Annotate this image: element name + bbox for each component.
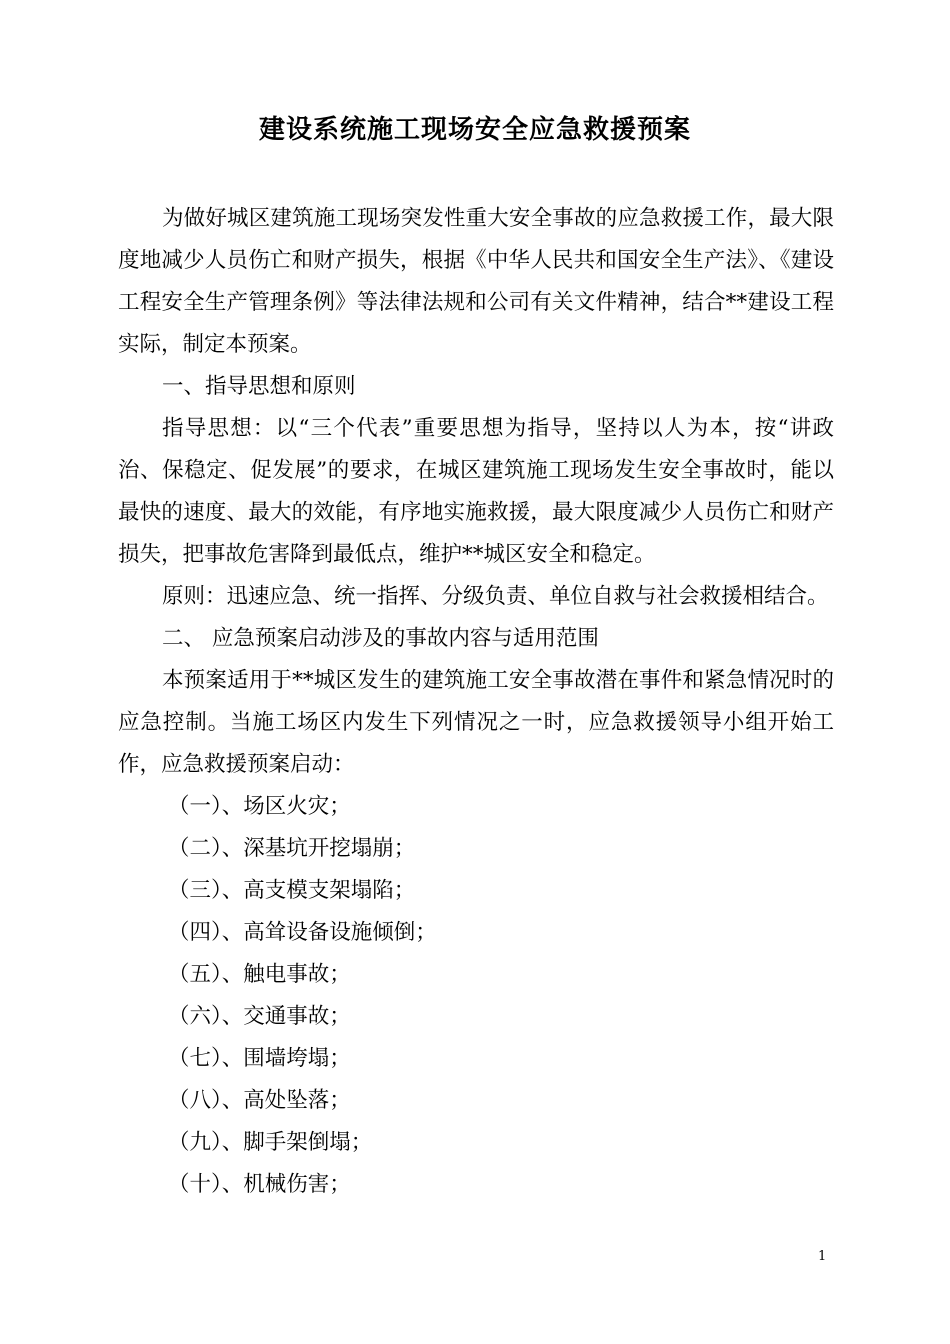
list-item: （一）、场区火灾；	[168, 794, 351, 819]
section-heading-guiding-principles: 一、指导思想和原则	[162, 374, 356, 399]
scope-paragraph: 本预案适用于**城区发生的建筑施工安全事故潜在事件和紧急情况时的应急控制。当施工场区内发生下列情况之一时，应急救援领导小组开始工作，应急救援预案启动：	[118, 668, 834, 777]
list-item: （六）、交通事故；	[168, 1004, 351, 1029]
list-item: （九）、脚手架倒塌；	[168, 1130, 373, 1155]
document-body	[118, 198, 834, 1206]
list-item: （五）、触电事故；	[168, 962, 351, 987]
section-heading-scope: 二、 应急预案启动涉及的事故内容与适用范围	[162, 626, 599, 651]
page-number: 1	[818, 1249, 827, 1264]
list-item: （三）、高支模支架塌陷；	[168, 878, 416, 903]
document-title: 建设系统施工现场安全应急救援预案	[258, 115, 691, 145]
guiding-thought-paragraph: 指导思想：以“三个代表”重要思想为指导，坚持以人为本，按“讲政治、保稳定、促发展”的要求，在城区建筑施工现场发生安全事故时，能以最快的速度、最大的效能，有序地实施救援，最大限度减少人员伤亡和财产损失，把事故危害降到最低点，维护**城区安全和稳定。	[118, 416, 834, 567]
list-item: （二）、深基坑开挖塌崩；	[168, 836, 416, 861]
list-item: （四）、高耸设备设施倾倒；	[168, 920, 437, 945]
intro-paragraph: 为做好城区建筑施工现场突发性重大安全事故的应急救援工作，最大限度地减少人员伤亡和财产损失，根据《中华人民共和国安全生产法》、《建设工程安全生产管理条例》等法律法规和公司有关文件精神，结合**建设工程实际，制定本预案。	[118, 206, 834, 357]
principle-paragraph: 原则：迅速应急、统一指挥、分级负责、单位自救与社会救援相结合。	[162, 584, 829, 609]
list-item: （八）、高处坠落；	[168, 1088, 351, 1113]
list-item: （七）、围墙垮塌；	[168, 1046, 351, 1071]
list-item: （十）、机械伤害；	[168, 1172, 351, 1197]
